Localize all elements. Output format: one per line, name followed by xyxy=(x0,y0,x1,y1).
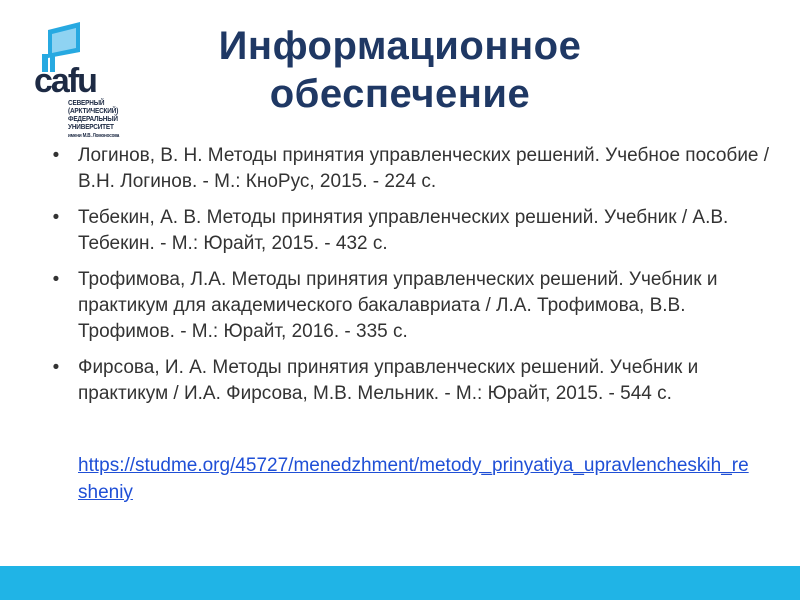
bullet-icon: • xyxy=(52,357,60,378)
source-link[interactable]: https://studme.org/45727/menedzhment/metody_prinyatiya_upravlencheskih_resheniy xyxy=(78,455,749,503)
logo-emblem-icon xyxy=(28,18,120,98)
reference-item xyxy=(50,205,770,257)
reference-item xyxy=(50,355,770,407)
reference-text: Трофимова, Л.А. Методы принятия управленческих решений. Учебник и практикум для академического бакалавриата / Л.А. Трофимова, В.В. Трофимов. - М.: Юрайт, 2016. - 335 с. xyxy=(78,269,718,342)
bullet-icon: • xyxy=(52,269,60,290)
reference-text: Тебекин, А. В. Методы принятия управленческих решений. Учебник / А.В. Тебекин. - М.: Юрайт, 2015. - 432 с. xyxy=(78,207,729,254)
logo-line: ФЕДЕРАЛЬНЫЙ xyxy=(68,116,118,123)
reference-item xyxy=(50,267,770,345)
reference-text: Логинов, В. Н. Методы принятия управленческих решений. Учебное пособие / В.Н. Логинов. - М.: КноРус, 2015. - 224 с. xyxy=(78,145,770,192)
footer-bar xyxy=(0,566,800,600)
logo-line: (АРКТИЧЕСКИЙ) xyxy=(68,108,119,115)
bullet-icon: • xyxy=(52,145,60,166)
logo-line: СЕВЕРНЫЙ xyxy=(68,100,105,107)
logo-line: имени М.В. Ломоносова xyxy=(68,133,120,139)
reference-text: Фирсова, И. А. Методы принятия управленческих решений. Учебник и практикум / И.А. Фирсова, М.В. Мельник. - М.: Юрайт, 2015. - 544 с. xyxy=(78,357,699,404)
reference-item xyxy=(50,143,770,195)
logo-university-name xyxy=(68,100,120,140)
logo-line: УНИВЕРСИТЕТ xyxy=(68,124,114,131)
university-logo xyxy=(28,18,120,158)
logo-wordmark: cafu xyxy=(34,62,96,98)
slide-title: Информационное обеспечение xyxy=(218,24,582,116)
bullet-icon: • xyxy=(52,207,60,228)
references-list xyxy=(50,143,770,407)
